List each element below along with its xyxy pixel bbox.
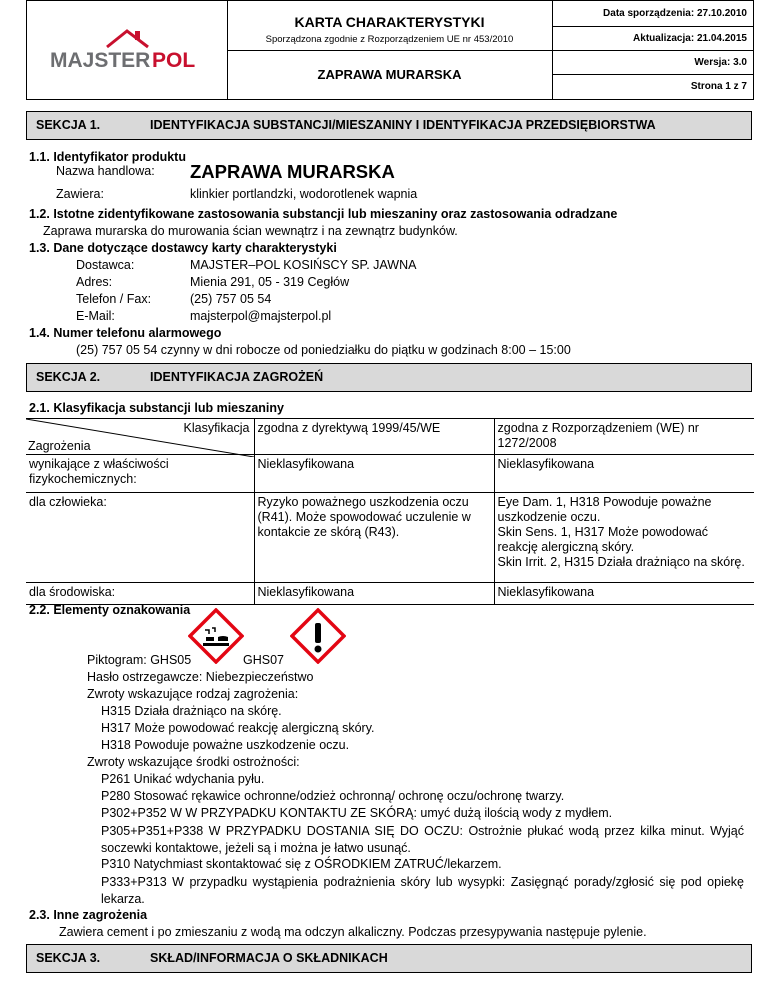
table-header-row	[26, 419, 754, 455]
section-2-number: SEKCJA 2.	[36, 370, 101, 384]
product-use: Zaprawa murarska do murowania ścian wewnątrz i na zewnątrz budynków.	[43, 224, 458, 238]
supplier-label: Dostawca:	[76, 258, 135, 272]
address-label: Adres:	[76, 275, 113, 289]
h315: H315 Działa drażniąco na skórę.	[101, 704, 282, 718]
email-label: E-Mail:	[76, 309, 115, 323]
phone-label: Telefon / Fax:	[76, 292, 152, 306]
column-header-directive: zgodna z dyrektywą 1999/45/WE	[254, 419, 494, 455]
date-updated: Aktualizacja: 21.04.2015	[552, 27, 753, 51]
table-row	[26, 455, 754, 493]
h317: H317 Może powodować reakcję alergiczną skóry.	[101, 721, 375, 735]
logo-text-majster: MAJSTER	[50, 49, 151, 72]
product-name-header: ZAPRAWA MURARSKA	[317, 67, 462, 82]
corner-bottom-label: Zagrożenia	[28, 439, 91, 453]
subsection-1-4: 1.4. Numer telefonu alarmowego	[29, 326, 222, 340]
hazard-statements-heading: Zwroty wskazujące rodzaj zagrożenia:	[87, 687, 299, 701]
doc-title: KARTA CHARAKTERYSTYKI	[294, 14, 485, 30]
p305: P305+P351+P338 W PRZYPADKU DOSTANIA SIĘ DO OCZU: Ostrożnie płukać wodą przez kilka minut. Wyjąć soczewki kontaktowe, jeżeli są i można je łatwo usunąć.	[101, 824, 744, 855]
phone-value: (25) 757 05 54	[190, 292, 272, 306]
date-created: Data sporządzenia: 27.10.2010	[552, 1, 753, 27]
p333: P333+P313 W przypadku wystąpienia podrażnienia skóry lub wysypki: Zasięgnąć porady/zgłosić się pod opiekę lekarza.	[101, 875, 744, 906]
subsection-1-3: 1.3. Dane dotyczące dostawcy karty charakterystyki	[29, 241, 337, 255]
email-link[interactable]: majsterpol@majsterpol.pl	[190, 309, 332, 323]
table-cell: Nieklasyfikowana	[494, 455, 754, 493]
logo-text-pol: POL	[152, 49, 196, 72]
section-3-header	[26, 944, 752, 973]
column-header-regulation: zgodna z Rozporządzeniem (WE) nr 1272/2008	[494, 419, 754, 455]
hazard-skin-sens: Skin Sens. 1, H317 Może powodować reakcję alergiczną skóry.	[497, 525, 709, 554]
subsection-2-3: 2.3. Inne zagrożenia	[29, 908, 148, 922]
hazard-skin-irrit: Skin Irrit. 2, H315 Działa drażniąco na skórę.	[497, 555, 745, 569]
header-title-block	[227, 1, 553, 99]
pictogram-2-label: GHS07	[243, 653, 284, 667]
table-cell: Nieklasyfikowana	[494, 583, 754, 605]
section-3-number: SEKCJA 3.	[36, 951, 101, 965]
section-1-number: SEKCJA 1.	[36, 118, 101, 132]
ghs07-exclamation-icon	[290, 608, 346, 664]
table-cell	[494, 493, 754, 583]
section-2-title: IDENTYFIKACJA ZAGROŻEŃ	[150, 370, 324, 384]
ghs05-corrosion-icon	[188, 608, 244, 664]
trade-name-label: Nazwa handlowa:	[56, 164, 155, 178]
contains-value: klinkier portlandzki, wodorotlenek wapnia	[190, 187, 418, 201]
table-cell: Nieklasyfikowana	[254, 455, 494, 493]
trade-name: ZAPRAWA MURARSKA	[190, 161, 395, 182]
subsection-1-1: 1.1. Identyfikator produktu	[29, 150, 186, 164]
section-2-header	[26, 363, 752, 392]
precautionary-heading: Zwroty wskazujące środki ostrożności:	[87, 755, 300, 769]
table-cell: Nieklasyfikowana	[254, 583, 494, 605]
pictogram-label: Piktogram: GHS05	[87, 653, 192, 667]
address-value: Mienia 291, 05 - 319 Cegłów	[190, 275, 350, 289]
row-label: dla człowieka:	[26, 493, 254, 583]
section-3-title: SKŁAD/INFORMACJA O SKŁADNIKACH	[150, 951, 388, 965]
regulation-note: Sporządzona zgodnie z Rozporządzeniem UE nr 453/2010	[265, 34, 514, 45]
row-label: wynikające z właściwości fizykochemicznych:	[26, 455, 254, 493]
subsection-2-1: 2.1. Klasyfikacja substancji lub mieszaniny	[29, 401, 284, 415]
header-meta	[552, 1, 753, 99]
h318: H318 Powoduje poważne uszkodzenie oczu.	[101, 738, 350, 752]
subsection-2-2: 2.2. Elementy oznakowania	[29, 603, 191, 617]
table-row	[26, 493, 754, 583]
other-hazards: Zawiera cement i po zmieszaniu z wodą ma odczyn alkaliczny. Podczas przesypywania następuje pylenie.	[59, 925, 647, 939]
table-row	[26, 583, 754, 605]
p310: P310 Natychmiast skontaktować się z OŚRODKIEM ZATRUĆ/lekarzem.	[101, 857, 502, 871]
section-1-title: IDENTYFIKACJA SUBSTANCJI/MIESZANINY I IDENTYFIKACJA PRZEDSIĘBIORSTWA	[150, 118, 656, 132]
classification-table	[26, 418, 754, 605]
table-cell: Ryzyko poważnego uszkodzenia oczu (R41). Może spowodować uczulenie w kontakcie ze skórą (R43).	[254, 493, 494, 583]
signal-word: Hasło ostrzegawcze: Niebezpieczeństwo	[87, 670, 314, 684]
document-header	[26, 0, 754, 100]
house-roof-icon	[27, 1, 227, 99]
p280: P280 Stosować rękawice ochronne/odzież ochronną/ ochronę oczu/ochronę twarzy.	[101, 789, 565, 803]
subsection-1-2: 1.2. Istotne zidentyfikowane zastosowania substancji lub mieszaniny oraz zastosowania odradzane	[29, 207, 618, 221]
p302: P302+P352 W W PRZYPADKU KONTAKTU ZE SKÓRĄ: umyć dużą ilością wody z mydłem.	[101, 806, 613, 820]
emergency-phone: (25) 757 05 54 czynny w dni robocze od poniedziałku do piątku w godzinach 8:00 – 15:00	[76, 343, 571, 357]
hazard-eye-dam: Eye Dam. 1, H318 Powoduje poważne uszkodzenie oczu.	[497, 495, 712, 524]
page-number: Strona 1 z 7	[690, 81, 747, 92]
table-corner-cell	[26, 419, 254, 455]
supplier-value: MAJSTER–POL KOSIŃSCY SP. JAWNA	[190, 258, 417, 272]
p261: P261 Unikać wdychania pyłu.	[101, 772, 265, 786]
section-1-header	[26, 111, 752, 140]
company-logo	[27, 1, 228, 99]
corner-top-label: Klasyfikacja	[183, 421, 250, 435]
contains-label: Zawiera:	[56, 187, 104, 201]
version: Wersja: 3.0	[552, 51, 753, 75]
row-label: dla środowiska:	[26, 583, 254, 605]
